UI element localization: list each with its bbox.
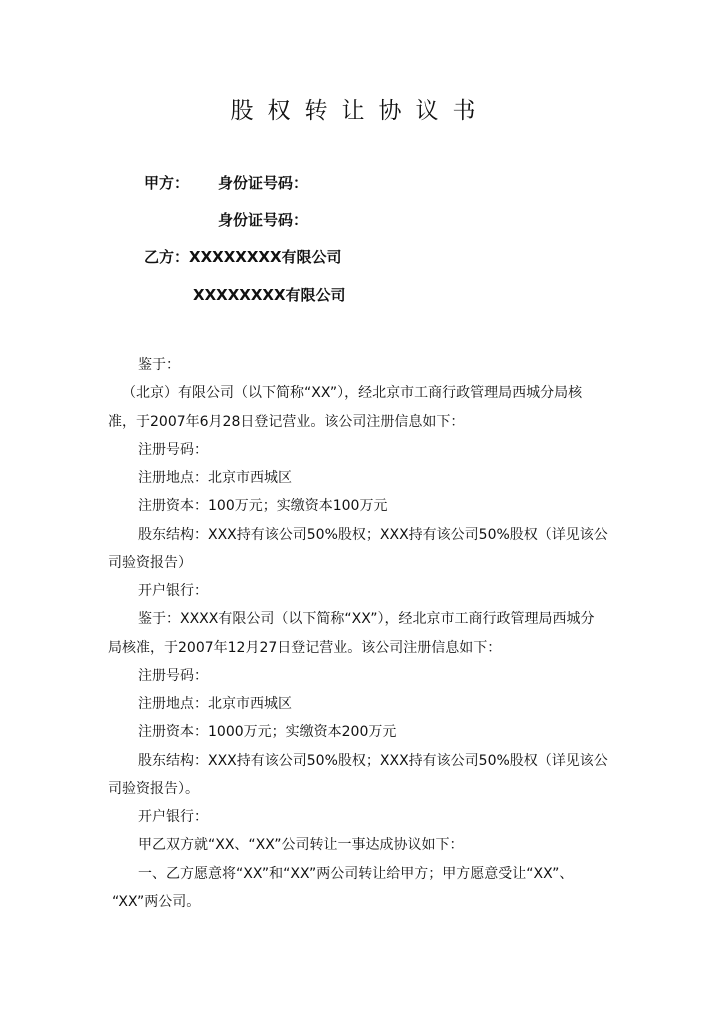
clause1-line1: 一、乙方愿意将“XX”和“XX”两公司转让给甲方；甲方愿意受让“XX”、 (138, 866, 574, 882)
company1-share-line2: 司验资报告） (108, 555, 192, 571)
document-title: 股权转让协议书 (230, 98, 490, 124)
agreement-intro: 甲乙双方就“XX、“XX”公司转让一事达成协议如下： (138, 837, 464, 853)
company2-capital: 注册资本：1000万元；实缴资本200万元 (138, 724, 397, 740)
party-a-id-label-1: 身份证号码： (218, 174, 309, 192)
company2-intro-line1: 鉴于：XXXX有限公司（以下简称“XX”），经北京市工商行政管理局西城分 (138, 611, 595, 627)
company1-intro-line2: 准，于2007年6月28日登记营业。该公司注册信息如下： (108, 414, 465, 430)
company1-capital: 注册资本：100万元；实缴资本100万元 (138, 498, 388, 514)
company2-reg-no: 注册号码： (138, 668, 208, 684)
party-a-label: 甲方： (144, 174, 190, 192)
company2-share-line2: 司验资报告）。 (108, 781, 199, 797)
company2-bank: 开户银行： (138, 809, 208, 825)
company1-reg-no: 注册号码： (138, 442, 208, 458)
clause1-line2: “XX”两公司。 (112, 894, 201, 910)
company2-intro-line2: 局核准，于2007年12月27日登记营业。该公司注册信息如下： (108, 640, 502, 656)
company1-intro-line1: （北京）有限公司（以下简称“XX”），经北京市工商行政管理局西城分局核 (122, 385, 583, 401)
company1-bank: 开户银行： (138, 583, 208, 599)
party-b-company-2: XXXXXXXX有限公司 (193, 286, 346, 304)
company2-reg-place: 注册地点：北京市西城区 (138, 696, 292, 712)
company1-share-line1: 股东结构：XXX持有该公司50%股权；XXX持有该公司50%股权（详见该公 (138, 527, 608, 543)
party-a-id-label-2: 身份证号码： (218, 211, 309, 229)
party-b-label: 乙方：XXXXXXXX有限公司 (144, 248, 342, 266)
company2-share-line1: 股东结构：XXX持有该公司50%股权；XXX持有该公司50%股权（详见该公 (138, 753, 608, 769)
whereas-heading: 鉴于： (138, 357, 180, 373)
company1-reg-place: 注册地点：北京市西城区 (138, 470, 292, 486)
